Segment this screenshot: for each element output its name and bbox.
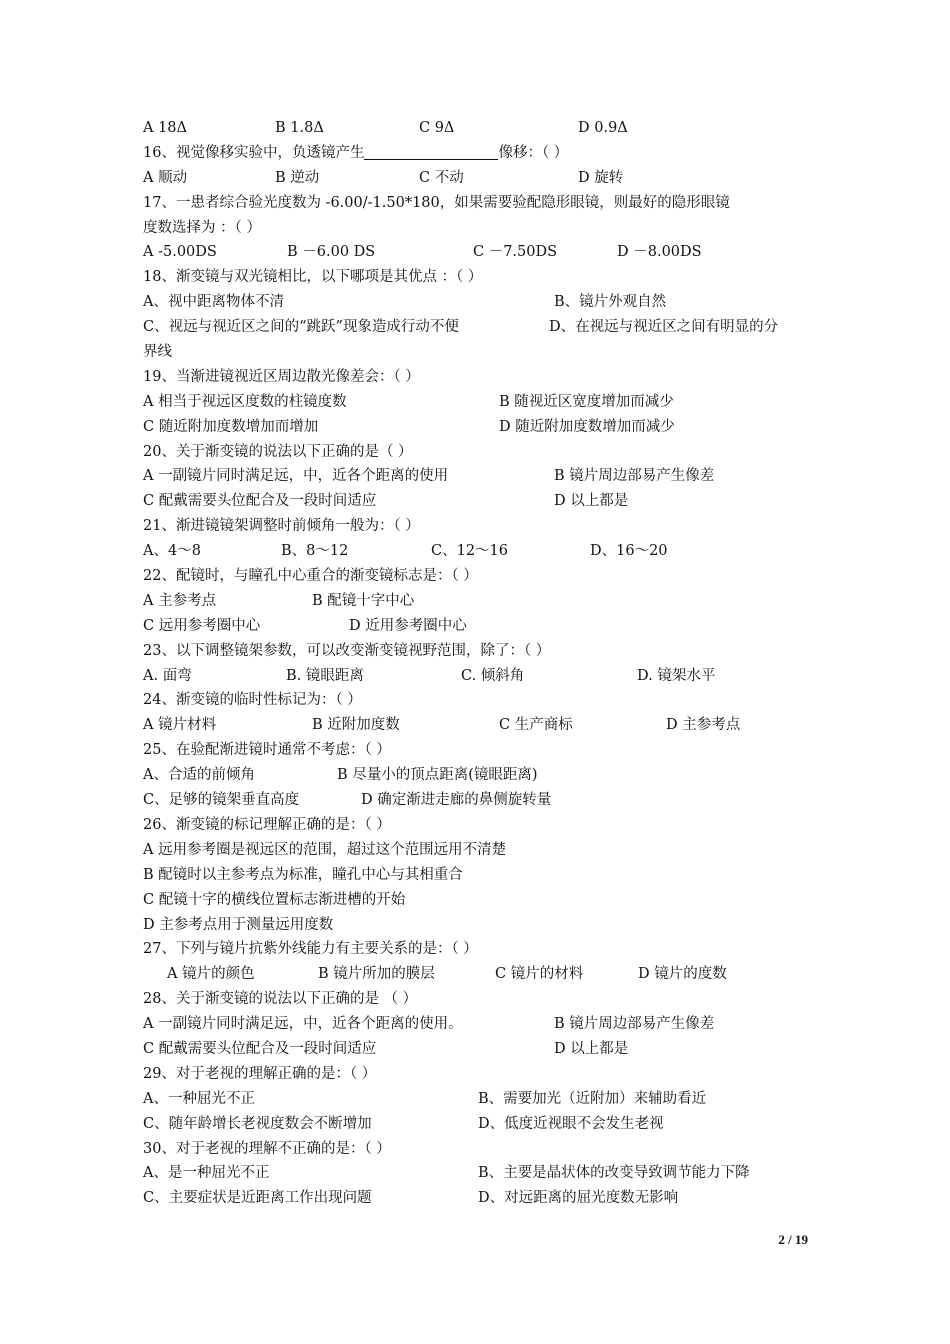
option: A. 面弯: [143, 667, 192, 684]
option: 界线: [143, 344, 172, 361]
line-options: [143, 1087, 813, 1112]
option: D 确定渐进走廊的鼻侧旋转量: [361, 792, 552, 809]
option: A、视中距离物体不清: [143, 294, 284, 311]
option: C. 倾斜角: [461, 667, 525, 684]
question-text: 17、一患者综合验光度数为 -6.00/-1.50*180，如果需要验配隐形眼镜，则最好的隐形眼镜: [143, 194, 730, 211]
line-options: [143, 788, 813, 813]
question-30: [143, 1137, 813, 1162]
option: C 配戴需要头位配合及一段时间适应: [143, 493, 377, 510]
option: B 配镜十字中心: [312, 592, 415, 609]
line-options: [143, 290, 813, 315]
option: A 顺动: [143, 169, 188, 186]
option: A 一副镜片同时满足远，中，近各个距离的使用: [143, 468, 449, 485]
option: B、需要加光（近附加）来辅助看近: [478, 1090, 707, 1107]
question-16: [143, 141, 813, 166]
question-18: [143, 265, 813, 290]
option: D 0.9Δ: [578, 120, 628, 136]
option: D 以上都是: [554, 493, 629, 510]
question-text: 21、渐进镜镜架调整时前倾角一般为：（ ）: [143, 518, 420, 535]
question-26: [143, 813, 813, 838]
option: B 1.8Δ: [275, 120, 324, 136]
option-cont: [143, 340, 813, 365]
line-options: [143, 664, 813, 689]
question-text: 23、以下调整镜架参数，可以改变渐变镜视野范围，除了：（ ）: [143, 642, 551, 659]
option: B 配镜时以主参考点为标准，瞳孔中心与其相重合: [143, 866, 463, 883]
option: A、合适的前倾角: [143, 767, 255, 784]
option: B、镜片外观自然: [554, 294, 667, 311]
line-options: [143, 489, 813, 514]
line-options: [143, 390, 813, 415]
option: A、一种屈光不正: [143, 1090, 255, 1107]
option: C －7.50DS: [473, 244, 558, 261]
option: D 主参考点: [666, 717, 741, 734]
line-options: [143, 713, 813, 738]
option: C、12～16: [431, 543, 508, 560]
option: B 镜片周边部易产生像差: [554, 1016, 715, 1033]
option: C 远用参考圈中心: [143, 617, 261, 634]
option-line: [143, 913, 813, 938]
line-options: [143, 962, 813, 987]
question-text: 30、对于老视的理解不正确的是：（ ）: [143, 1140, 391, 1157]
option: C 镜片的材料: [495, 966, 584, 983]
line-options: [143, 166, 813, 191]
question-text: 20、关于渐变镜的说法以下正确的是（ ）: [143, 443, 413, 460]
question-17-cont: [143, 216, 813, 241]
question-25: [143, 738, 813, 763]
option: C、视远与视近区之间的“跳跃”现象造成行动不便: [143, 319, 459, 336]
line-options: [143, 763, 813, 788]
option: C 配戴需要头位配合及一段时间适应: [143, 1040, 377, 1057]
question-21: [143, 514, 813, 539]
page-number: 2 / 19: [778, 1232, 808, 1247]
option: B 尽量小的顶点距离(镜眼距离): [337, 767, 538, 784]
question-text: 29、对于老视的理解正确的是：（ ）: [143, 1065, 377, 1082]
option: B 镜片周边部易产生像差: [554, 468, 715, 485]
line-options: [143, 464, 813, 489]
question-text: 18、渐变镜与双光镜相比，以下哪项是其优点 ：（ ）: [143, 269, 483, 286]
line-options: [143, 415, 813, 440]
option: C、随年龄增长老视度数会不断增加: [143, 1115, 372, 1132]
option: D. 镜架水平: [637, 667, 716, 684]
option: C 不动: [419, 169, 464, 186]
option: C、主要症状是近距离工作出现问题: [143, 1190, 372, 1207]
question-17: [143, 191, 813, 216]
line-options: [143, 116, 813, 141]
line-options: [143, 614, 813, 639]
question-text: 26、渐变镜的标记理解正确的是：（ ）: [143, 816, 391, 833]
option: C、足够的镜架垂直高度: [143, 792, 300, 809]
option: D －8.00DS: [617, 244, 702, 261]
option: D、在视远与视近区之间有明显的分: [549, 319, 779, 336]
blank-line: [364, 143, 498, 160]
line-options: [143, 539, 813, 564]
option-line: [143, 838, 813, 863]
line-options: [143, 1161, 813, 1186]
line-options: [143, 1112, 813, 1137]
option: A 镜片材料: [143, 717, 217, 734]
option: D 近用参考圈中心: [349, 617, 467, 634]
line-options: [143, 589, 813, 614]
option: A 远用参考圈是视远区的范围，超过这个范围远用不清楚: [143, 841, 507, 858]
question-text: 28、关于渐变镜的说法以下正确的是 （ ）: [143, 991, 418, 1008]
option: B 镜片所加的膜层: [318, 966, 435, 983]
option: D 随近附加度数增加而减少: [499, 418, 675, 435]
option: C 生产商标: [499, 717, 573, 734]
question-text: 像移：（ ）: [498, 144, 569, 161]
question-29: [143, 1062, 813, 1087]
option: B 近附加度数: [312, 717, 400, 734]
option: D 旋转: [578, 169, 624, 186]
option: D 主参考点用于测量远用度数: [143, 916, 334, 933]
option: C 9Δ: [419, 120, 455, 136]
question-text: 16、视觉像移实验中，负透镜产生: [143, 144, 365, 161]
option: B、8～12: [281, 543, 349, 560]
option: D、对远距离的屈光度数无影响: [478, 1190, 679, 1207]
question-24: [143, 688, 813, 713]
option: A -5.00DS: [143, 244, 217, 261]
option: A 18Δ: [143, 120, 188, 136]
question-23: [143, 639, 813, 664]
question-19: [143, 365, 813, 390]
question-text: 27、下列与镜片抗紫外线能力有主要关系的是：（ ）: [143, 941, 478, 958]
question-27: [143, 937, 813, 962]
question-text: 24、渐变镜的临时性标记为：（ ）: [143, 692, 362, 709]
line-options: [143, 240, 813, 265]
option: A 相当于视远区度数的柱镜度数: [143, 393, 347, 410]
option: D、16～20: [590, 543, 668, 560]
question-text: 25、在验配渐进镜时通常不考虑：（ ）: [143, 742, 391, 759]
option: D 以上都是: [554, 1040, 629, 1057]
option: A、是一种屈光不正: [143, 1165, 270, 1182]
line-options: [143, 1037, 813, 1062]
option: B 随视近区宽度增加而减少: [499, 393, 674, 410]
option: B. 镜眼距离: [286, 667, 364, 684]
question-text: 度数选择为 ：（ ）: [143, 219, 261, 236]
option: C 配镜十字的横线位置标志渐进槽的开始: [143, 891, 406, 908]
option: A 镜片的颜色: [167, 966, 255, 983]
option-line: [143, 888, 813, 913]
line-options: [143, 1186, 813, 1211]
option: D 镜片的度数: [638, 966, 727, 983]
question-20: [143, 440, 813, 465]
line-options: [143, 1012, 813, 1037]
question-text: 22、配镜时，与瞳孔中心重合的渐变镜标志是：（ ）: [143, 568, 478, 585]
question-text: 19、当渐进镜视近区周边散光像差会：（ ）: [143, 368, 420, 385]
option: B －6.00 DS: [287, 244, 376, 261]
question-22: [143, 564, 813, 589]
document-body: [143, 116, 813, 1211]
question-28: [143, 987, 813, 1012]
option: A 一副镜片同时满足远，中，近各个距离的使用。: [143, 1016, 463, 1033]
option: D、低度近视眼不会发生老视: [478, 1115, 664, 1132]
option: C 随近附加度数增加而增加: [143, 418, 319, 435]
option: B 逆动: [275, 169, 320, 186]
option: B、主要是晶状体的改变导致调节能力下降: [478, 1165, 750, 1182]
option-line: [143, 863, 813, 888]
line-options: [143, 315, 813, 340]
option: A、4～8: [143, 543, 201, 560]
option: A 主参考点: [143, 592, 217, 609]
